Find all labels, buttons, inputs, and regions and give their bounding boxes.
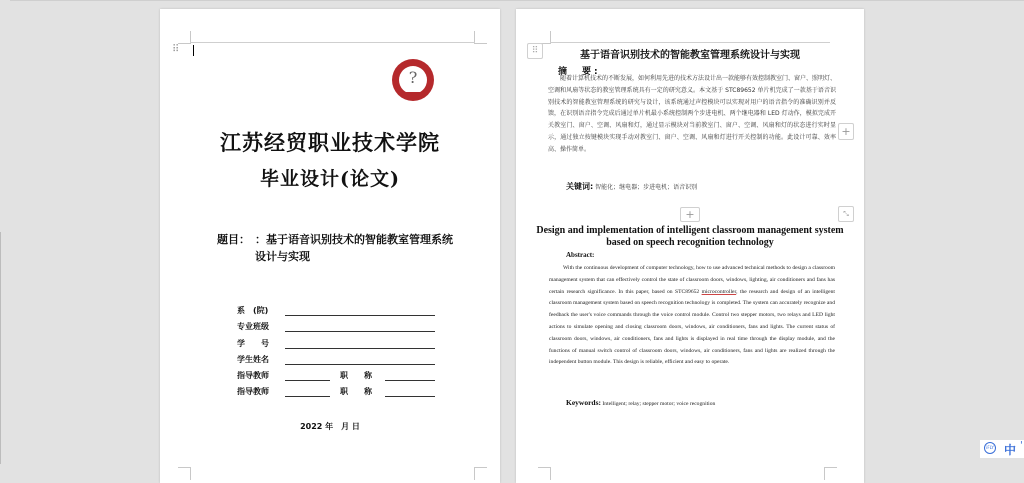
ime-logo-icon[interactable]: iFLY [984, 442, 996, 454]
thesis-heading: 毕业设计(论文) [260, 168, 400, 190]
form-blank-line[interactable] [285, 396, 330, 397]
en-keywords [566, 398, 715, 407]
en-keywords-label: Keywords: [566, 398, 601, 407]
form-label: 学 号 [237, 339, 269, 348]
cover-date: 2022 年 月 日 [300, 422, 360, 431]
en-abstract-body [549, 263, 835, 369]
form-label-title: 职 称 [340, 387, 372, 396]
en-abstract-label: Abstract: [566, 251, 595, 259]
form-row-advisor-2 [237, 384, 437, 400]
cn-abstract-body: 随着计算机技术的不断发展，如何利用先进的技术方法设计出一款能够有效控制教室门、窗户、照明灯、空调和风扇等状态的教室管理系统具有一定的研究意义。本文基于 STC89652 单片机完成了一款基于语音识别技术的智能教室管理系统的研究与设计，该系统通过声控模块可以实现对用户的语音指令的准确识别并反馈，在识别语音指令完成后通过单片机最小系统控制两个步进电机、两个继电器和 LED 灯动作，模拟完成开关教室门、窗户、空调、风扇和灯，通过显示模块对当前教室门、窗户、空调、风扇和灯的状态进行实时显示，通过独立按键模块实现手动对教室门、窗户、空调、风扇和灯进行开关控制的功能。此设计可靠、效率高、操作简单。 [548, 75, 837, 153]
document-page-cover[interactable] [160, 9, 500, 483]
cn-abstract-label: 摘 要: [558, 67, 601, 77]
form-label: 指导教师 [237, 387, 269, 396]
cn-keywords [566, 181, 697, 192]
drag-handle-icon[interactable]: ⠿ [172, 44, 179, 55]
form-label: 指导教师 [237, 371, 269, 380]
cn-keywords-label: 关键词: [566, 182, 594, 191]
margin-corner-bottom-right [824, 467, 837, 480]
toolbar-shadow [10, 0, 1024, 1]
en-abstract-part: , the research and design of an intelligent classroom management system based on speech recognition technology is completed. The system can accurately recognize and feedback the user's voice commands through the voice control module. Control two stepper motors, two relays and LED light actions to simulate opening and closing classroom doors, windows, air conditioners, fans and lights. The current status of classroom doors, windows, air conditioners, fans and lights is displayed in real time through the display module, and the functions of manual switch control of classroom doors, windows, air conditioners, fans and lights are realized through the independent button module. This design is reliable, efficient and easy to operate. [549, 288, 835, 366]
form-blank-line[interactable] [285, 380, 330, 381]
add-block-icon[interactable]: + [680, 207, 700, 222]
form-row-student-name [237, 352, 437, 368]
form-row-student-id [237, 336, 437, 352]
text-cursor [193, 45, 194, 56]
cn-title: 基于语音识别技术的智能教室管理系统设计与实现 [580, 50, 800, 61]
document-page-abstract[interactable] [516, 9, 864, 483]
form-blank-line[interactable] [285, 315, 435, 316]
school-logo [392, 59, 434, 101]
header-line [550, 42, 830, 43]
margin-corner-bottom-left [538, 467, 551, 480]
form-row-department [237, 303, 437, 319]
drag-handle-icon[interactable]: ⠿ [527, 43, 543, 59]
form-blank-line[interactable] [285, 331, 435, 332]
spellcheck-underlined-word[interactable]: microcontroller [701, 288, 737, 295]
form-row-advisor-1 [237, 368, 437, 384]
form-blank-line[interactable] [385, 396, 435, 397]
school-name: 江苏经贸职业技术学院 [220, 130, 440, 155]
margin-corner-bottom-left [178, 467, 191, 480]
en-title: Design and implementation of intelligent classroom management system based on speech recognition technology [536, 225, 844, 248]
form-row-major-class [237, 319, 437, 335]
ime-language-toggle[interactable]: 中 [1004, 443, 1017, 457]
margin-corner-top-right [474, 31, 487, 44]
form-blank-line[interactable] [285, 348, 435, 349]
margin-corner-bottom-right [474, 467, 487, 480]
ime-punctuation-toggle[interactable]: ' [1020, 440, 1023, 451]
topic-label: 题目： [217, 233, 250, 246]
en-keywords-text: Intelligent; relay; stepper motor; voice recognition [602, 401, 716, 407]
form-label-title: 职 称 [340, 371, 372, 380]
form-label: 学生姓名 [237, 355, 269, 364]
topic-text: ：基于语音识别技术的智能教室管理系统设计与实现 [255, 233, 453, 263]
left-panel-edge [0, 232, 1, 464]
header-line [190, 42, 475, 43]
form-blank-line[interactable] [385, 380, 435, 381]
form-blank-line[interactable] [285, 364, 435, 365]
form-label: 专业班级 [237, 322, 269, 331]
form-label: 系 (院) [237, 306, 269, 315]
logo-emblem-icon: ? [408, 68, 418, 87]
resize-icon[interactable]: ⤡ [838, 206, 854, 222]
ime-toolbar[interactable] [980, 440, 1024, 458]
en-abstract-part: With the continuous development of computer technology, how to use advanced technical methods to design a classroom management system that can effectively control the state of classroom doors, windows, lighting, air conditioners and fans has certain research significance. In this paper, based on STC89652 [549, 265, 835, 295]
add-block-icon[interactable]: + [838, 123, 854, 140]
cn-keywords-text: 智能化；继电器；步进电机；语音识别 [595, 184, 698, 191]
